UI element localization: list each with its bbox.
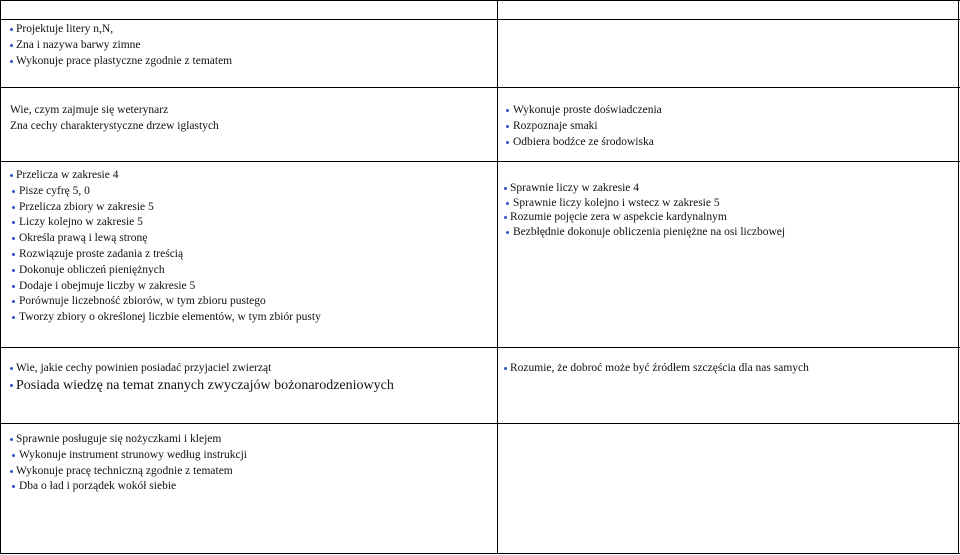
cell-row4-left <box>10 361 394 394</box>
list-item: Zna i nazywa barwy zimne <box>10 38 232 54</box>
list-item: Posiada wiedzę na temat znanych zwyczajów bożonarodzeniowych <box>10 377 394 394</box>
column-divider <box>497 0 498 554</box>
list-item: Dodaje i obejmuje liczby w zakresie 5 <box>10 279 321 295</box>
cell-row3-right <box>504 181 785 239</box>
row-divider <box>0 161 960 162</box>
list-item: Wie, czym zajmuje się weterynarz <box>10 104 169 116</box>
cell-row2-left <box>10 103 219 135</box>
cell-row3-left <box>10 168 321 326</box>
list-item: Wykonuje instrument strunowy według instrukcji <box>10 448 247 464</box>
row-divider <box>0 87 960 88</box>
list-item: Przelicza zbiory w zakresie 5 <box>10 200 321 216</box>
list-item: Projektuje litery n,N, <box>10 22 232 38</box>
list-item: Wykonuje proste doświadczenia <box>504 103 662 119</box>
list-item: Rozpoznaje smaki <box>504 119 662 135</box>
list-item: Dba o ład i porządek wokół siebie <box>10 479 247 495</box>
list-item: Wykonuje prace plastyczne zgodnie z tematem <box>10 54 232 70</box>
list-item: Wie, jakie cechy powinien posiadać przyjaciel zwierząt <box>10 361 394 377</box>
row-divider <box>0 347 960 348</box>
cell-row4-right <box>504 361 809 377</box>
list-item: Rozumie, że dobroć może być źródłem szczęścia dla nas samych <box>504 361 809 377</box>
row-divider <box>0 19 960 20</box>
list-item: Dokonuje obliczeń pieniężnych <box>10 263 321 279</box>
cell-row5-left <box>10 432 247 495</box>
list-item: Sprawnie liczy w zakresie 4 <box>504 181 785 196</box>
cell-row2-right <box>504 103 662 150</box>
list-item: Sprawnie posługuje się nożyczkami i klejem <box>10 432 247 448</box>
cell-row1-left <box>10 22 232 69</box>
table-border-left <box>0 0 1 554</box>
table-border-right <box>958 0 959 554</box>
table-border-top <box>0 0 960 1</box>
list-item: Porównuje liczebność zbiorów, w tym zbioru pustego <box>10 294 321 310</box>
list-item: Przelicza w zakresie 4 <box>10 168 321 184</box>
list-item: Zna cechy charakterystyczne drzew iglastych <box>10 119 219 132</box>
list-item: Odbiera bodźce ze środowiska <box>504 135 662 151</box>
row-divider <box>0 423 960 424</box>
list-item: Bezbłędnie dokonuje obliczenia pieniężne na osi liczbowej <box>504 225 785 240</box>
list-item: Pisze cyfrę 5, 0 <box>10 184 321 200</box>
list-item: Liczy kolejno w zakresie 5 <box>10 215 321 231</box>
table-border-bottom <box>0 553 960 554</box>
list-item: Sprawnie liczy kolejno i wstecz w zakresie 5 <box>504 196 785 211</box>
list-item: Wykonuje pracę techniczną zgodnie z tematem <box>10 464 247 480</box>
list-item: Rozumie pojęcie zera w aspekcie kardynalnym <box>504 210 785 225</box>
list-item: Tworzy zbiory o określonej liczbie elementów, w tym zbiór pusty <box>10 310 321 326</box>
list-item: Rozwiązuje proste zadania z treścią <box>10 247 321 263</box>
list-item: Określa prawą i lewą stronę <box>10 231 321 247</box>
